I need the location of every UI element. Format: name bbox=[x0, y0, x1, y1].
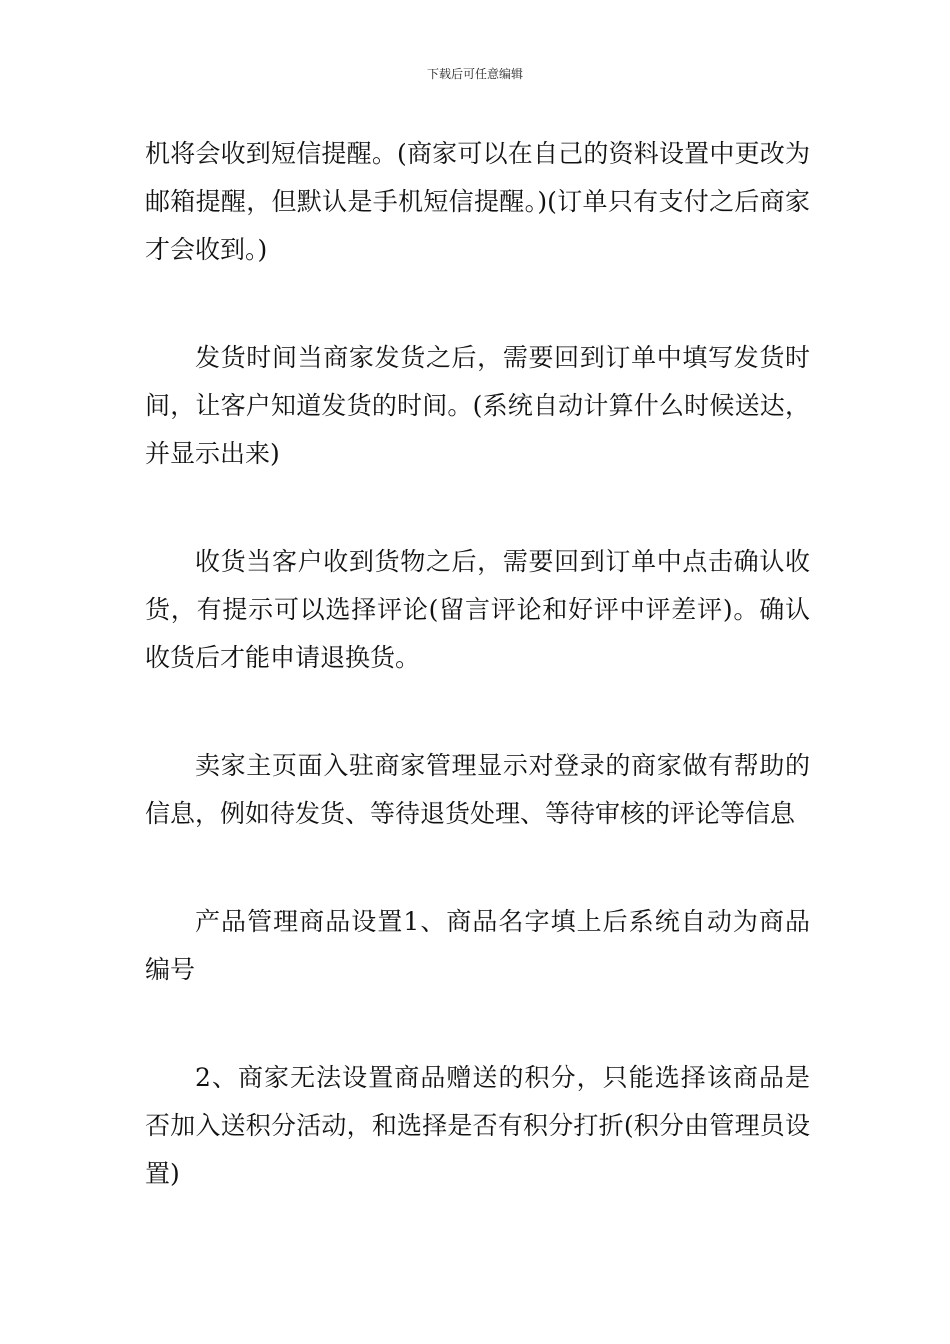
page-header-note: 下载后可任意编辑 bbox=[426, 67, 523, 81]
paragraph-seller-homepage: 卖家主页面入驻商家管理显示对登录的商家做有帮助的信息，例如待发货、等待退货处理、等待审核的评论等信息 bbox=[145, 751, 810, 828]
paragraph-sms-notice: 机将会收到短信提醒。(商家可以在自己的资料设置中更改为邮箱提醒，但默认是手机短信提醒。)(订单只有支付之后商家才会收到。) bbox=[145, 139, 810, 264]
paragraph-shipping-time: 发货时间当商家发货之后，需要回到订单中填写发货时间，让客户知道发货的时间。(系统自动计算什么时候送达，并显示出来) bbox=[145, 343, 810, 468]
document-body bbox=[145, 130, 810, 1258]
paragraph-receipt: 收货当客户收到货物之后，需要回到订单中点击确认收货，有提示可以选择评论(留言评论和好评中评差评)。确认收货后才能申请退换货。 bbox=[145, 547, 810, 672]
paragraph-product-management: 产品管理商品设置1、商品名字填上后系统自动为商品编号 bbox=[145, 907, 810, 984]
paragraph-points-setting: 2、商家无法设置商品赠送的积分，只能选择该商品是否加入送积分活动，和选择是否有积分打折(积分由管理员设置) bbox=[145, 1063, 810, 1188]
